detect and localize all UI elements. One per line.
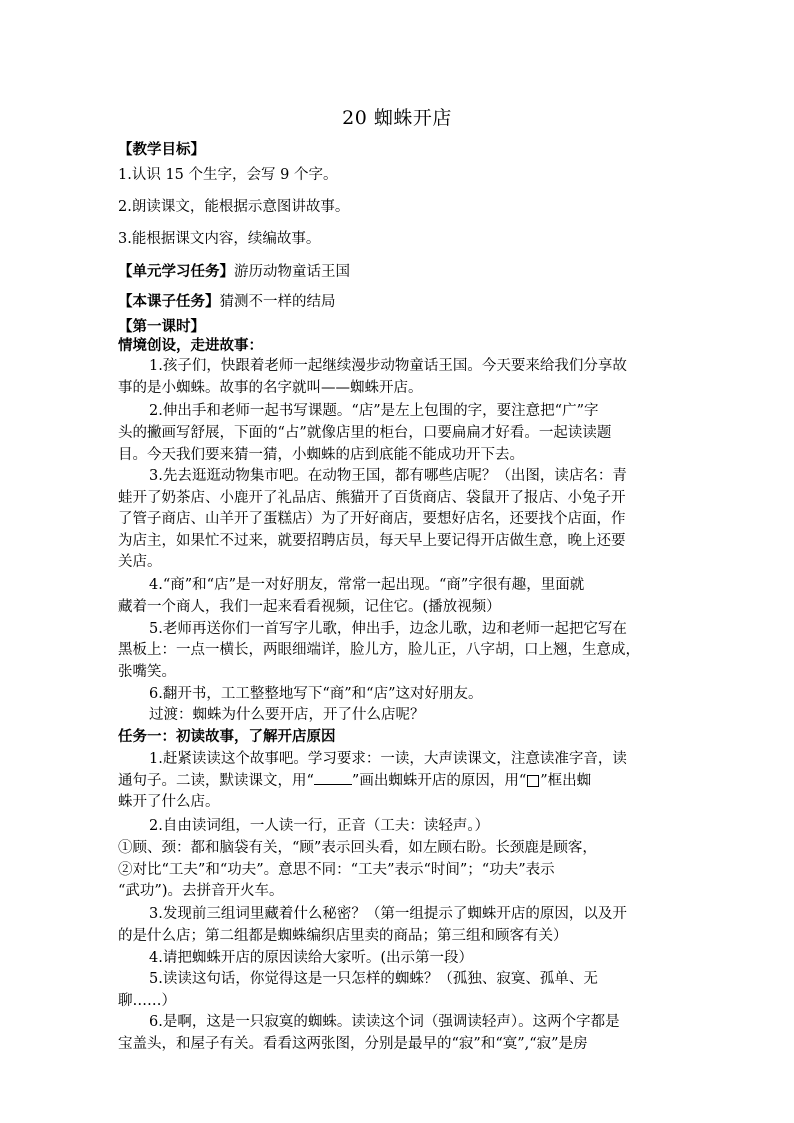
paragraph-line: ②对比“工夫”和“功夫”。意思不同：“工夫”表示“时间”；“功夫”表示 [118, 862, 555, 878]
paragraph-line: 黑板上：一点一横长，两眼细端详，脸儿方，脸儿正，八字胡，口上翘，生意成， [118, 642, 640, 658]
paragraph-line: 聊……） [118, 993, 176, 1009]
paragraph-line: 6.翻开书，工工整整地写下“商”和“店”这对好朋友。 [149, 686, 483, 702]
paragraph-line: 1.赶紧读读这个故事吧。学习要求：一读，大声读课文，注意读准字音，读 [149, 751, 627, 767]
paragraph-line: 4.“商”和“店”是一对好朋友，常常一起出现。“商”字很有趣，里面就 [149, 577, 585, 593]
goal-item: 3.能根据课文内容，续编故事。 [118, 231, 321, 247]
paragraph-line: 事的是小蜘蛛。故事的名字就叫——蜘蛛开店。 [118, 380, 423, 396]
paragraph-line: 2.自由读词组，一人读一行，正音（工夫：读轻声。） [149, 818, 490, 834]
lesson-task-text: 猜测不一样的结局 [219, 294, 336, 310]
paragraph-line: 张嘴笑。 [118, 664, 176, 680]
paragraph-line: 4.请把蜘蛛开店的原因读给大家听。(出示第一段） [149, 950, 473, 966]
box-symbol [527, 775, 539, 787]
paragraph-line: 目。今天我们要来猜一猜，小蜘蛛的店到底能不能成功开下去。 [118, 447, 524, 463]
paragraph-line: 6.是啊，这是一只寂寞的蜘蛛。读读这个词（强调读轻声）。这两个字都是 [149, 1014, 620, 1030]
paragraph-line: 蛙开了奶茶店、小鹿开了礼品店、熊猫开了百货商店、袋鼠开了报店、小兔子开 [118, 490, 626, 506]
goal-item: 2.朗读课文，能根据示意图讲故事。 [118, 199, 350, 215]
paragraph-line [118, 772, 678, 791]
goals-heading: 【教学目标】 [118, 141, 205, 158]
paragraph-line: 3.先去逛逛动物集市吧。在动物王国，都有哪些店呢？（出图，读店名：青 [149, 468, 627, 484]
underline-blank [314, 772, 352, 785]
section-heading: 情境创设，走进故事： [118, 337, 263, 354]
goal-item: 1.认识 15 个生字，会写 9 个字。 [118, 167, 338, 183]
paragraph-line: 藏着一个商人，我们一起来看看视频，记住它。(播放视频） [118, 599, 501, 615]
transition-line: 过渡：蜘蛛为什么要开店，开了什么店呢？ [149, 707, 425, 723]
task1-heading: 任务一：初读故事，了解开店原因 [118, 728, 336, 745]
paragraph-line: 头的撇画写舒展，下面的“占”就像店里的柜台，口要扁扁才好看。一起读读题 [118, 425, 612, 441]
paragraph-line: ①顾、颈：都和脑袋有关，“顾”表示回头看，如左顾右盼。长颈鹿是顾客， [118, 840, 597, 856]
paragraph-line: 2.伸出手和老师一起书写课题。“店”是左上包围的字，要注意把“广”字 [149, 403, 599, 419]
page-title: 20 蜘蛛开店 [342, 107, 452, 129]
text-fragment: ”框出蜘 [540, 773, 592, 789]
unit-task [118, 262, 678, 282]
unit-task-label: 【单元学习任务】 [118, 263, 234, 280]
text-fragment: ”画出蜘蛛开店的原因，用“ [351, 773, 527, 789]
lesson-task-label: 【本课子任务】 [118, 293, 220, 310]
paragraph-line: 5.老师再送你们一首写字儿歌，伸出手，边念儿歌，边和老师一起把它写在 [149, 621, 627, 637]
paragraph-line: 3.发现前三组词里藏着什么秘密？（第一组提示了蜘蛛开店的原因，以及开 [149, 906, 627, 922]
paragraph-line: 关店。 [118, 554, 162, 570]
paragraph-line: 5.读读这句话，你觉得这是一只怎样的蜘蛛？（孤独、寂寞、孤单、无 [149, 971, 598, 987]
text-fragment: 通句子。二读，默读课文，用“ [118, 773, 314, 789]
paragraph-line: 为店主，如果忙不过来，就要招聘店员，每天早上要记得开店做生意，晚上还要 [118, 533, 626, 549]
paragraph-line: 蛛开了什么店。 [118, 794, 220, 810]
paragraph-line: 了管子商店、山羊开了蛋糕店）为了开好商店，要想好店名，还要找个店面，作 [118, 511, 626, 527]
paragraph-line: 宝盖头，和屋子有关。看看这两张图，分别是最早的“寂”和“寞”,“寂”是房 [118, 1036, 588, 1052]
paragraph-line: 1.孩子们，快跟着老师一起继续漫步动物童话王国。今天要来给我们分享故 [149, 358, 627, 374]
unit-task-text: 游历动物童话王国 [234, 264, 350, 280]
paragraph-line: “武功”)。去拼音开火车。 [118, 883, 284, 899]
period-heading: 【第一课时】 [118, 318, 205, 335]
lesson-task [118, 292, 678, 312]
paragraph-line: 的是什么店；第二组都是蜘蛛编织店里卖的商品；第三组和顾客有关） [118, 928, 568, 944]
